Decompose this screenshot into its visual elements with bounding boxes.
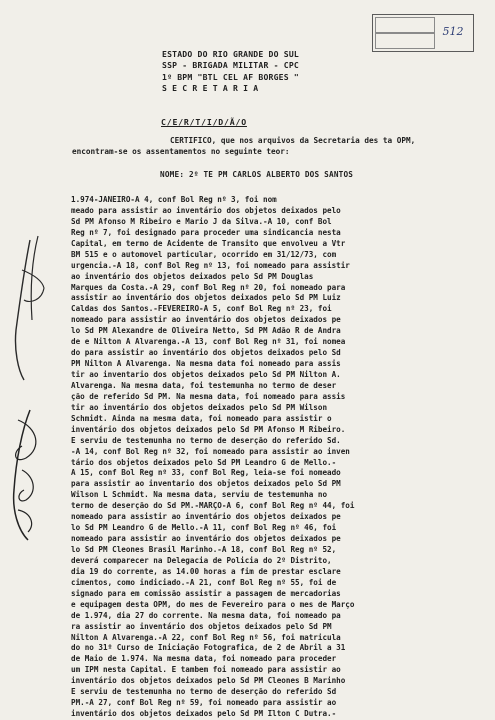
record-line: um IPM nesta Capital. E tambem foi nomeado para assistir ao [71, 665, 341, 675]
record-line: cimentos, como indiciado.-A 21, conf Bol Reg nº 55, foi de [71, 577, 337, 587]
certifico-paragraph: CERTIFICO, que nos arquivos da Secretaria des ta OPM, encontram-se os assentamentos no seguinte teor: [72, 136, 416, 156]
record-line: de Maio de 1.974. Na mesma data, foi nomeado para proceder [71, 654, 337, 664]
record-line: ao inventário dos objetos deixados pelo Sd PM Douglas [71, 271, 314, 281]
stamp-box-bottom [375, 33, 435, 49]
record-line: Sd PM Afonso M Ribeiro e Mario J da Silva.-A 10, conf Bol [71, 216, 332, 226]
record-line: tário dos objetos deixados pelo Sd PM Leandro G de Mello.- [71, 457, 337, 467]
record-line: E serviu de testemunha no termo de deserção do referido Sd [71, 687, 337, 697]
stamp-number: 512 [442, 25, 464, 38]
record-line: meado para assistir ao inventário dos objetos deixados pelo [71, 205, 341, 215]
record-line: PM Nilton A Alvarenga. Na mesma data foi nomeado para assis [71, 359, 341, 369]
letterhead-secretaria: S E C R E T A R I A [162, 83, 259, 94]
letterhead-battalion: 1º BPM "BTL CEL AF BORGES " [162, 71, 299, 82]
record-line: dia 19 do corrente, as 14.00 horas a fim de prestar esclare [71, 566, 341, 576]
record-line: ra assistir ao inventário dos objetos deixados pelo Sd PM [71, 621, 332, 631]
record-line: inventário dos objetos deixados pelo Sd PM Afonso M Ribeiro. [71, 424, 346, 434]
record-line: BM 515 e o automovel particular, ocorrido em 31/12/73, com [71, 249, 337, 259]
record-line: lo Sd PM Leandro G de Mello.-A 11, conf Bol Reg nº 46, foi [71, 523, 337, 533]
record-line: Nilton A Alvarenga.-A 22, conf Bol Reg nº 56, foi matricula [71, 632, 341, 642]
record-line: deverá comparecer na Delegacia de Policia do 2º Distrito, [71, 555, 332, 565]
record-line: de e Nilton A Alvarenga.-A 13, conf Bol Reg nº 31, foi nomea [71, 337, 346, 347]
record-line: ção de referido Sd PM. Na mesma data, foi nomeado para assis [71, 391, 346, 401]
record-line: inventário dos objetos deixados pelo Sd PM Cleones B Marinho [71, 676, 346, 686]
record-line: do para assistir ao inventário dos objetos deixados pelo Sd [71, 348, 341, 358]
record-line: lo Sd PM Alexandre de Oliveira Netto, Sd PM Adão R de Andra [71, 326, 341, 336]
record-line: do no 31º Curso de Iniciação Fotografica, de 2 de Abril a 31 [71, 643, 346, 653]
margin-signature [0, 400, 98, 550]
record-line: tir ao inventario dos objetos deixados pelo Sd PM Nilton A. [71, 370, 341, 379]
record-line: Alvarenga. Na mesma data, foi testemunha no termo de deser [71, 380, 337, 390]
subject-name: NOME: 2º TE PM CARLOS ALBERTO DOS SANTOS [160, 170, 354, 179]
record-line: e equipagem desta OPM, do mes de Fevereiro para o mes de Março [71, 599, 355, 609]
record-line: Schmidt. Ainda na mesma data, foi nomeado para assistir o [71, 413, 332, 423]
record-line: para assistir ao inventario dos objetos deixados pelo Sd PM [71, 479, 341, 489]
record-line: termo de deserção do Sd PM.-MARÇO-A 6, conf Bol Reg nº 44, foi [71, 501, 355, 511]
record-line: urgencia.-A 18, conf Bol Reg nº 13, foi nomeado para assistir [71, 260, 350, 270]
record-line: de 1.974, dia 27 do corrente. Na mesma data, foi nomeado pa [71, 610, 341, 620]
letterhead-state: ESTADO DO RIO GRANDE DO SUL [162, 49, 299, 59]
record-line: assistir ao inventário dos objetos deixados pelo Sd PM Luiz [71, 293, 341, 303]
record-line: E serviu de testemunha no termo de deserção do referido Sd. [71, 435, 341, 445]
record-line: tir ao inventário dos objetos deixados pelo Sd PM Wilson [71, 402, 328, 412]
letterhead [162, 49, 392, 95]
archive-stamp [372, 14, 474, 52]
document-title: C/E/R/T/I/D/Ã/O [161, 117, 247, 127]
record-line: Wilson L Schmidt. Na mesma data, serviu de testemunha no [71, 490, 328, 500]
record-line: signado para em comissão assistir a passagem de mercadorias [71, 588, 341, 598]
record-body [71, 195, 459, 720]
record-line: nomeado para assistir ao inventário dos objetos deixados pe [71, 512, 341, 522]
record-line: A 15, conf Bol Reg nº 33, conf Bol Reg, leia-se foi nomeado [71, 468, 341, 478]
record-line: Reg nº 7, foi designado para proceder uma sindicancia nesta [71, 227, 341, 237]
record-line: lo Sd PM Cleones Brasil Marinho.-A 18, conf Bol Reg nº 52, [71, 545, 337, 554]
stamp-box-top [375, 17, 435, 33]
letterhead-org: SSP - BRIGADA MILITAR - CPC [162, 60, 299, 71]
record-line: Caldas dos Santos.-FEVEREIRO-A 5, conf Bol Reg nº 23, foi [71, 304, 332, 314]
record-line: PM.-A 27, conf Bol Reg nº 59, foi nomeado para assistir ao [71, 698, 337, 708]
margin-signature-upper [0, 230, 92, 390]
record-line: nomeado para assistir ao inventário dos objetos deixados pe [71, 315, 341, 325]
record-line: Marques da Costa.-A 29, conf Bol Reg nº 20, foi nomeado para [71, 282, 346, 292]
record-line: inventário dos objetos deixados pelo Sd PM Ilton C Dutra.- [71, 709, 337, 719]
record-line: 1.974-JANEIRO-A 4, conf Bol Reg nº 3, foi nom [71, 195, 277, 204]
record-line: nomeado para assistir ao inventário dos objetos deixados pe [71, 534, 341, 544]
record-line: Capital, em termo de Acidente de Transito que envolveu a Vtr [71, 238, 346, 248]
record-line: -A 14, conf Bol Reg nº 32, foi nomeado para assistir ao inven [71, 446, 350, 456]
